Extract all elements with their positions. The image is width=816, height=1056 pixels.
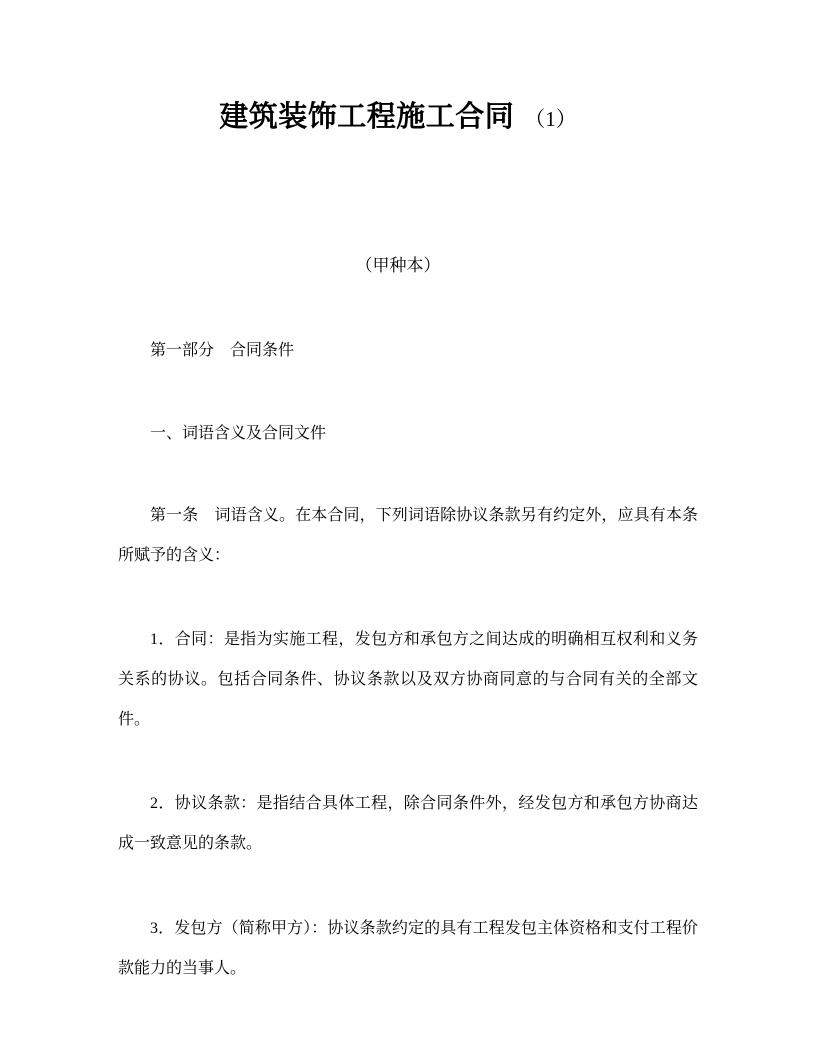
paragraph-clause-one-definitions: 第一条 词语含义。在本合同，下列词语除协议条款另有约定外，应具有本条所赋予的含义： [118, 507, 698, 564]
paragraph-term-agreement-clauses: 2．协议条款：是指结合具体工程，除合同条件外，经发包方和承包方协商达成一致意见的条款。 [118, 795, 698, 852]
title-main-text: 建筑装饰工程施工合同 [219, 101, 515, 133]
paragraph-term-employer: 3．发包方（简称甲方）：协议条款约定的具有工程发包主体资格和支付工程价款能力的当事人。 [118, 920, 698, 977]
document-subtitle: （甲种本） [355, 256, 441, 275]
document-content [118, 85, 698, 989]
section-heading-part-one: 第一部分 合同条件 [150, 342, 295, 359]
document-title [108, 85, 688, 149]
paragraph-term-contract: 1．合同：是指为实施工程，发包方和承包方之间达成的明确相互权利和义务关系的协议。包括合同条件、协议条款以及双方协商同意的与合同有关的全部文件。 [118, 631, 698, 728]
title-number-text: （1） [524, 107, 577, 131]
section-heading-chapter-one: 一、词语含义及合同文件 [150, 425, 327, 442]
